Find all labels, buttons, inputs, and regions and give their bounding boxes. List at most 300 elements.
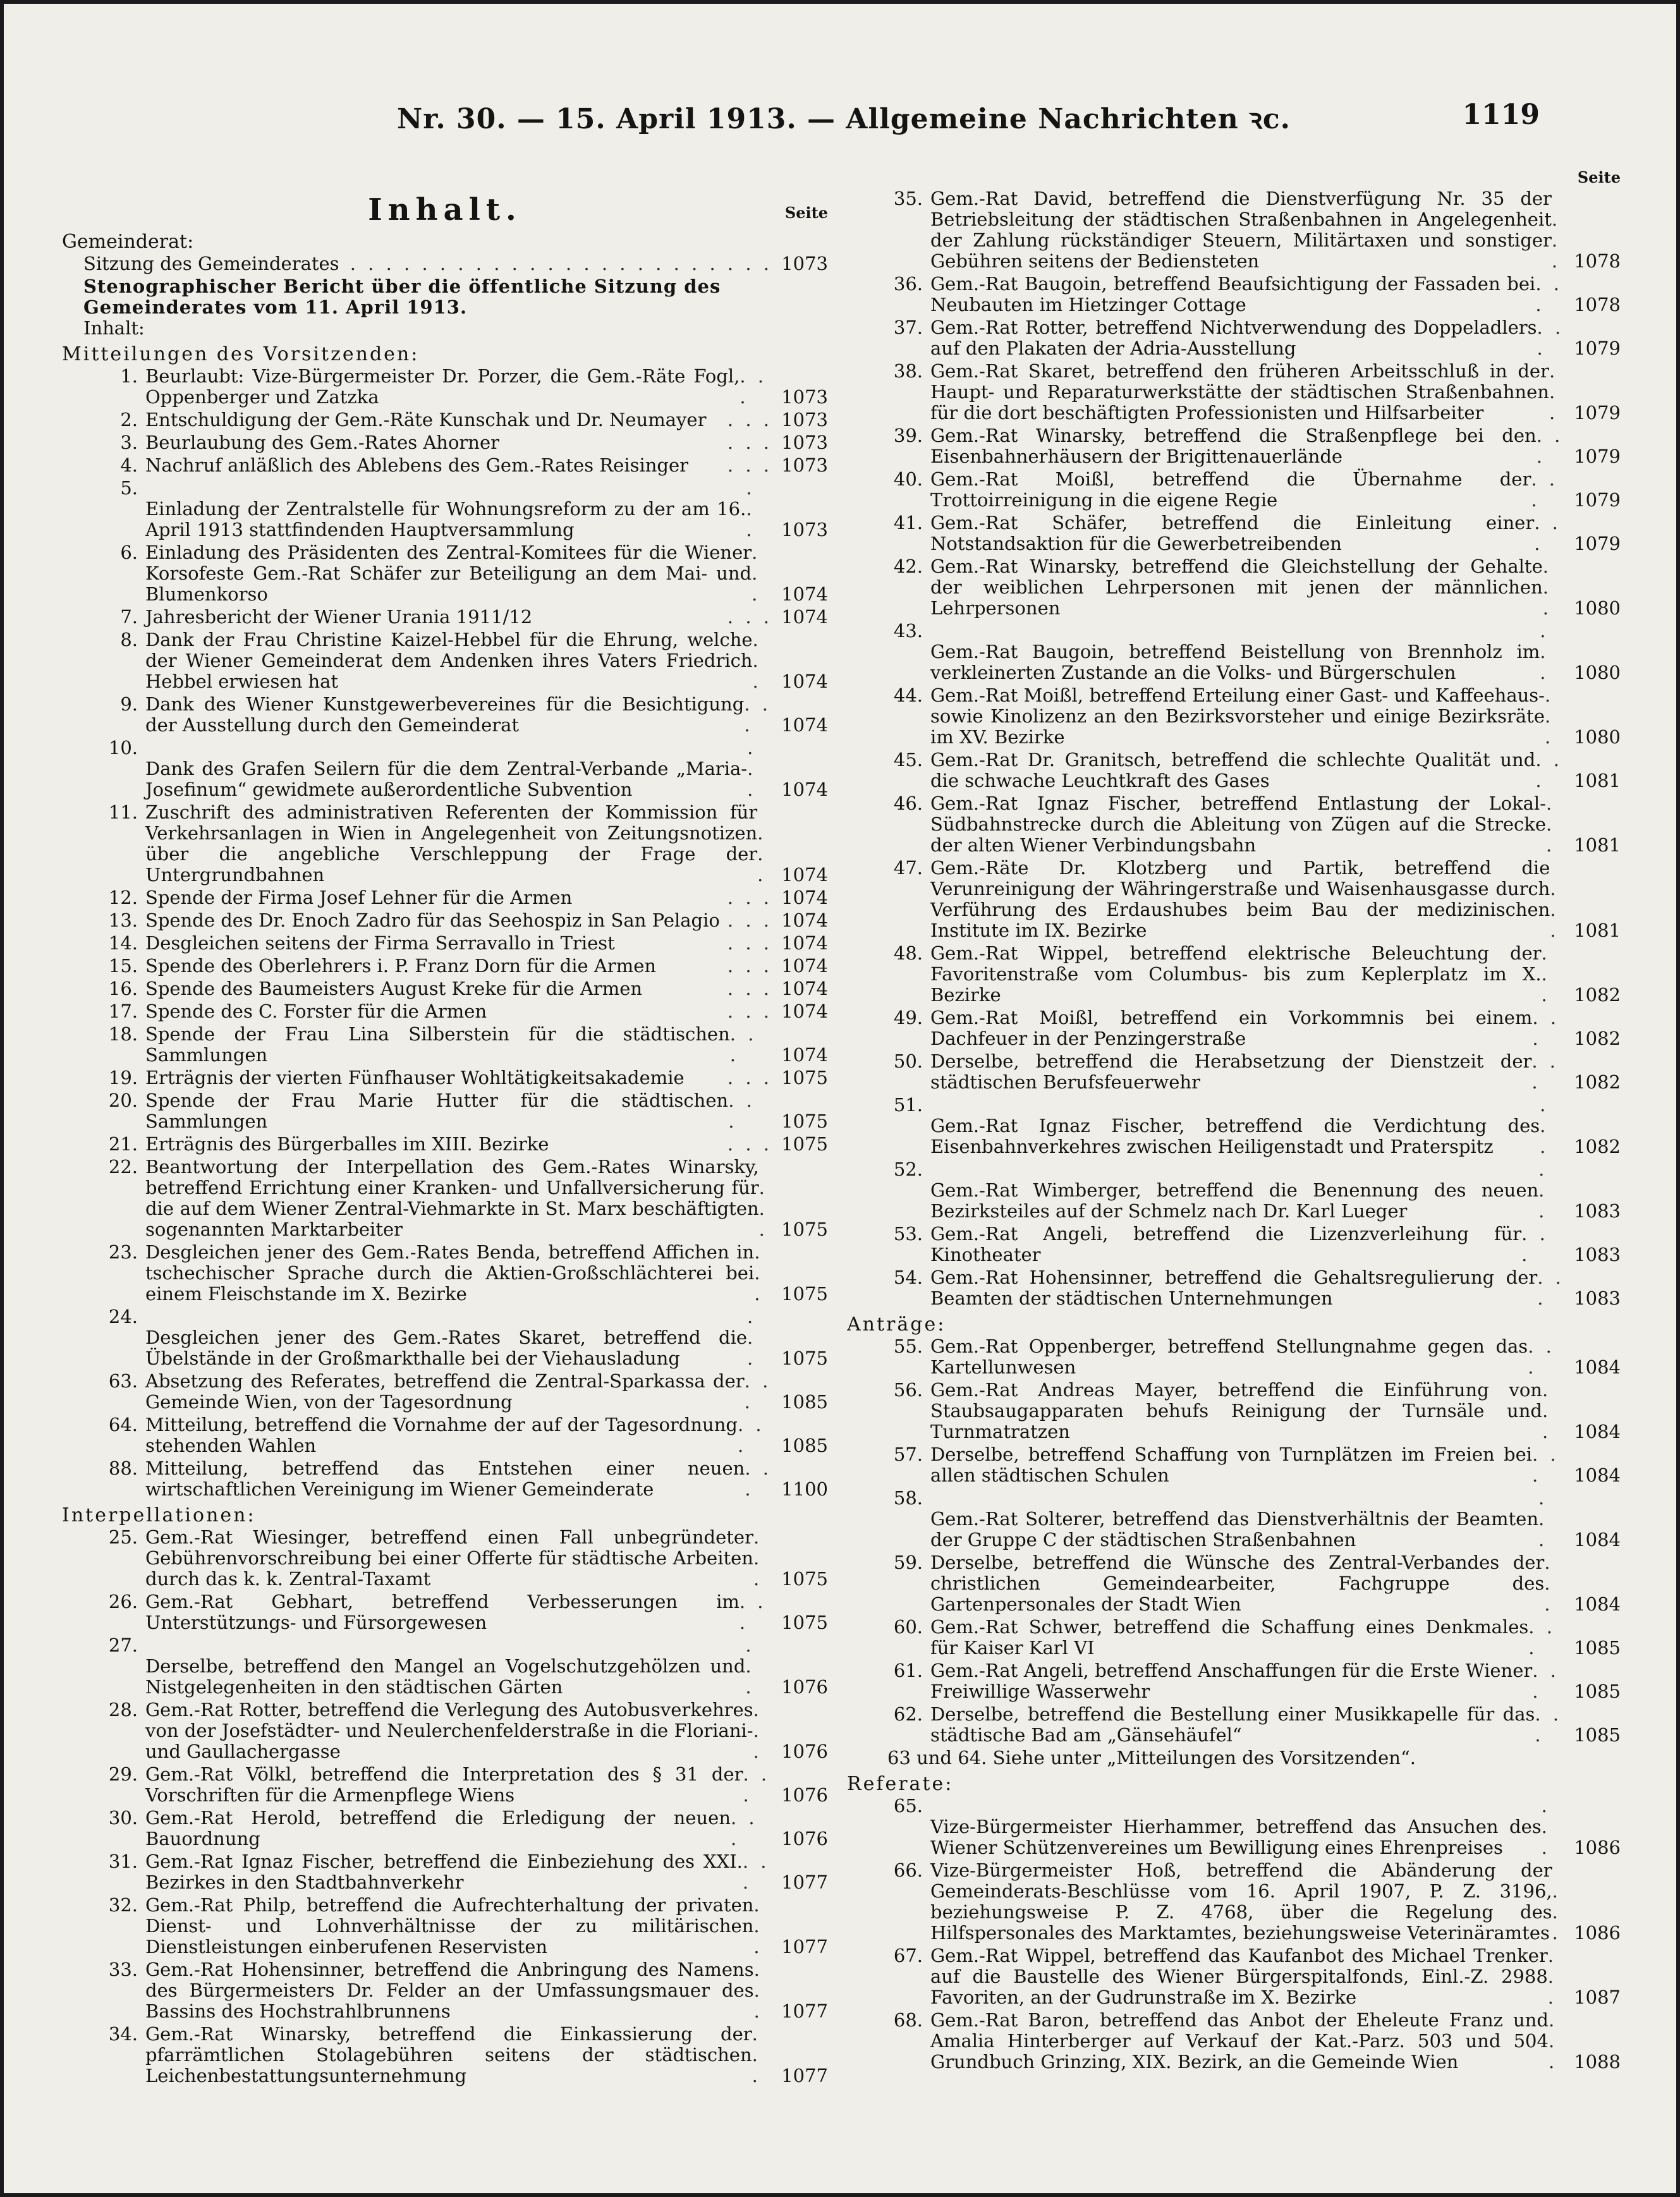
entry-page: 1076	[781, 1784, 828, 1806]
toc-entry	[62, 1134, 828, 1155]
dot-leader: . . .	[753, 1526, 763, 1590]
dot-leader: . . .	[1536, 425, 1564, 467]
entry-text: Mitteilung, betreffend das Entstehen einer neuen wirtschaftlichen Vereinigung im Wiener Gemeinderate	[145, 1458, 745, 1500]
dot-leader: . . .	[727, 932, 772, 954]
dot-leader: . . .	[1552, 1880, 1561, 1944]
entry-text: Gem.-Rat Baron, betreffend das Anbot der Eheleute Franz und Amalia Hinterberger auf Verkauf der Kat.-Parz. 503 und 504 Grundbuch Grinzing, XIX. Bezirk, an die Gemeinde Wien	[930, 2009, 1549, 2072]
entry-number: 20.	[108, 1090, 138, 1111]
entry-page: 1084	[1574, 1593, 1621, 1615]
dot-leader: . . .	[1541, 942, 1550, 1006]
entry-number: 34.	[108, 2023, 138, 2045]
entry-page: 1081	[1574, 834, 1621, 856]
entry-text: Gem.-Rat Wippel, betreffend elektrische Beleuchtung der Favoritenstraße vom Columbus- bis zum Keplerplatz im X. Bezirke	[930, 942, 1542, 1006]
entry-page: 1077	[781, 1936, 828, 1957]
toc-entry	[62, 978, 828, 999]
section-referate: Referate:	[847, 1773, 954, 1795]
entry-page: 1077	[781, 1871, 828, 1893]
entry-text: Gem.-Rat Gebhart, betreffend Verbesserungen im Unterstützungs- und Fürsorgewesen	[145, 1591, 740, 1633]
dot-leader: . . .	[1547, 1945, 1557, 2008]
entry-number: 12.	[108, 887, 138, 908]
entry-page: 1084	[1574, 1356, 1621, 1378]
entry-number: 62.	[893, 1703, 923, 1725]
dot-leader: . . .	[1537, 317, 1564, 359]
toc-entry-ref63-64	[847, 1748, 1621, 1768]
entry-number: 23.	[108, 1241, 138, 1263]
right-column	[847, 169, 1621, 2092]
entry-number: 15.	[108, 955, 138, 977]
entry-number: 65.	[893, 1795, 923, 1817]
entry-text: Gem.-Rat Moißl, betreffend die Übernahme der Trottoirreinigung in die eigene Regie	[930, 468, 1531, 511]
entry-text: Vize-Bürgermeister Hierhammer, betreffend das Ansuchen des Wiener Schützenvereines um Bewilligung eines Ehrenpreises	[930, 1816, 1542, 1858]
entry-page: 1079	[1574, 533, 1621, 554]
entry-text: Gem.-Rat Philp, betreffend die Aufrechterhaltung der privaten Dienst- und Lohnverhältnisse der zu militärischen Dienstleistungen einberufenen Reservisten	[145, 1894, 754, 1957]
entry-number: 66.	[893, 1859, 923, 1881]
entry-text: Erträgnis des Bürgerballes im XIII. Bezirke	[145, 1133, 549, 1155]
entry-page: 1074	[781, 955, 828, 977]
entry-text: Derselbe, betreffend die Bestellung einer Musikkapelle für das städtische Bad am „Gänsehäufel“	[930, 1703, 1535, 1746]
entry-text: Vize-Bürgermeister Hoß, betreffend die Abänderung der Gemeinderats-Beschlüsse vom 16. April 1907, P. Z. 3196, beziehungsweise P. Z. 4768, über die Regelung des Hilfspersonales des Marktamtes, beziehungsweise Veterinäramtes	[930, 1859, 1552, 1944]
dot-leader: . . .	[1548, 2009, 1558, 2072]
toc-entry	[847, 1617, 1621, 1658]
entry-number: 35.	[893, 188, 923, 209]
toc-entry	[62, 1764, 828, 1806]
entry-number: 25.	[108, 1526, 138, 1548]
entry-number: 2.	[120, 409, 138, 430]
entry-page: 1075	[781, 1219, 828, 1240]
toc-entry	[847, 469, 1621, 511]
toc-entry	[62, 1090, 828, 1132]
dot-leader: . . .	[747, 1306, 757, 1369]
toc-entry	[847, 1051, 1621, 1093]
entry-text: Beurlaubt: Vize-Bürgermeister Dr. Porzer, die Gem.-Räte Fogl, Oppenberger und Zatzka	[145, 365, 740, 408]
toc-entry	[62, 887, 828, 908]
toc-entry	[847, 793, 1621, 856]
entry-text: Gem.-Rat Ignaz Fischer, betreffend die Einbeziehung des XXI. Bezirkes in den Stadtbahnverkehr	[145, 1851, 743, 1893]
dot-leader: . . .	[757, 822, 767, 885]
entry-page: 1077	[781, 2000, 828, 2022]
toc-entry	[847, 685, 1621, 748]
entry-page: 1076	[781, 1828, 828, 1849]
toc-entry	[62, 1001, 828, 1022]
dot-leader: . . .	[731, 1807, 758, 1849]
entry-number: 55.	[893, 1336, 923, 1357]
entry-page: 1086	[1574, 1837, 1621, 1858]
toc-entry	[847, 1660, 1621, 1702]
inhalt-label: Inhalt:	[83, 317, 145, 339]
dot-leader: . . .	[1532, 1007, 1560, 1049]
toc-entry	[62, 630, 828, 692]
entry-number: 63.	[108, 1370, 138, 1392]
entry-text: Gem.-Rat Angeli, betreffend Anschaffungen für die Erste Wiener Freiwillige Wasserwehr	[930, 1660, 1533, 1702]
dot-leader: . . .	[753, 1894, 763, 1957]
entry-number: 37.	[893, 317, 923, 338]
entry-number: 24.	[108, 1306, 138, 1327]
entry-number: 47.	[893, 857, 923, 879]
entry-number: 58.	[893, 1487, 923, 1509]
entry-number: 40.	[893, 468, 923, 490]
entry-text: Spende der Frau Marie Hutter für die städtischen Sammlungen	[145, 1090, 729, 1132]
section-gemeinderat: Gemeinderat:	[62, 231, 194, 253]
dot-leader: . . .	[1550, 878, 1559, 941]
entry-number: 49.	[893, 1007, 923, 1028]
section-mitteilungen: Mitteilungen des Vorsitzenden:	[62, 343, 420, 365]
entry-text: Gem.-Rat Wippel, betreffend das Kaufanbot des Michael Trenker auf die Baustelle des Wiener Bürgerspitalfonds, Einl.-Z. 2988 Favoriten, an der Gudrunstraße im X. Bezirke	[930, 1945, 1548, 2008]
entry-number: 30.	[108, 1807, 138, 1829]
toc-entry	[847, 1336, 1621, 1378]
entry-text: Absetzung des Referates, betreffend die Zentral-Sparkassa der Gemeinde Wien, von der Tagesordnung	[145, 1370, 745, 1413]
entry-page: 1085	[781, 1435, 828, 1456]
dot-leader: . . .	[727, 1001, 772, 1022]
dot-leader: . . .	[753, 1959, 763, 2022]
entry-text: 63 und 64. Siehe unter „Mitteilungen des Vorsitzenden“.	[887, 1747, 1416, 1768]
toc-entry	[847, 1945, 1621, 2008]
toc-entry	[62, 1371, 828, 1413]
entry-number: 19.	[108, 1067, 138, 1088]
entry-page: 1073	[781, 519, 828, 540]
toc-entry	[847, 1860, 1621, 1944]
entry-text: Jahresbericht der Wiener Urania 1911/12	[145, 606, 533, 628]
entry-page: 1077	[781, 2065, 828, 2086]
entry-number: 53.	[893, 1223, 923, 1245]
dot-leader: . . .	[727, 887, 772, 908]
entry-number: 5.	[120, 477, 138, 499]
dot-leader: . . .	[753, 1699, 762, 1762]
entry-number: 26.	[108, 1591, 138, 1612]
entry-number: 27.	[108, 1634, 138, 1656]
dot-leader: . . .	[1528, 1616, 1555, 1658]
dot-leader: . . .	[1542, 556, 1552, 619]
entry-number: 38.	[893, 360, 923, 382]
seite-label: Seite	[1577, 169, 1621, 186]
toc-entry	[62, 1527, 828, 1590]
dot-leader: . . .	[742, 1851, 770, 1893]
entry-page: 1085	[1574, 1724, 1621, 1746]
entry-page: 1076	[781, 1676, 828, 1698]
toc-entry	[847, 1007, 1621, 1049]
toc-entry	[62, 1068, 828, 1088]
entry-page: 1083	[1574, 1287, 1621, 1309]
toc-entry	[847, 1224, 1621, 1265]
entry-text: Gem.-Rat Wiesinger, betreffend einen Fall unbegründeter Gebührenvorschreibung bei einer Offerte für städtische Arbeiten durch das k. k. Zentral-Taxamt	[145, 1526, 753, 1590]
dot-leader: . . .	[743, 1763, 770, 1806]
dot-leader: . . .	[728, 1090, 755, 1132]
entry-text: Einladung der Zentralstelle für Wohnungsreform zu der am 16. April 1913 stattfindenden Hauptversammlung	[145, 498, 746, 540]
toc-entry	[847, 1267, 1621, 1309]
entry-text: Gem.-Rat Rotter, betreffend Nichtverwendung des Doppeladlers auf den Plakaten der Adria-Ausstellung	[930, 317, 1537, 359]
toc-entry	[62, 410, 828, 430]
entry-text: Erträgnis der vierten Fünfhauser Wohltätigkeitsakademie	[145, 1067, 685, 1088]
toc-entry	[62, 802, 828, 885]
dot-leader: . . .	[727, 454, 772, 476]
entry-number: 60.	[893, 1616, 923, 1638]
entry-number: 39.	[893, 425, 923, 446]
entry-number: 54.	[893, 1267, 923, 1288]
entry-page: 1073	[781, 253, 828, 274]
dot-leader: . . .	[1535, 273, 1562, 315]
entry-text: Spende der Frau Lina Silberstein für die städtischen Sammlungen	[145, 1023, 730, 1066]
dot-leader: . . .	[727, 910, 772, 931]
dot-leader: . . .	[1545, 793, 1555, 856]
toc-entry	[62, 1808, 828, 1849]
entry-number: 29.	[108, 1763, 138, 1785]
entry-number: 31.	[108, 1851, 138, 1872]
entry-page: 1082	[1574, 1028, 1621, 1049]
entry-number: 88.	[108, 1458, 138, 1479]
referate-list	[847, 1796, 1621, 2072]
entry-number: 46.	[893, 793, 923, 814]
entry-page: 1073	[781, 386, 828, 408]
entry-text: Gem.-Rat Winarsky, betreffend die Einkassierung der pfarrämtlichen Stolagebühren seitens der städtischen Leichenbestattungsunternehmung	[145, 2023, 752, 2086]
toc-entry	[847, 361, 1621, 423]
page-number: 1119	[1462, 99, 1540, 131]
entry-page: 1074	[781, 932, 828, 954]
entry-text: Dank des Wiener Kunstgewerbevereines für die Besichtigung der Ausstellung durch den Gemeinderat	[145, 693, 745, 736]
dot-leader: . . .	[727, 409, 772, 430]
entry-page: 1074	[781, 1001, 828, 1022]
entry-text: Gem.-Rat David, betreffend die Dienstverfügung Nr. 35 der Betriebsleitung der städtischen Straßenbahnen in Angelegenheit der Zahlung rückständiger Steuern, Militärtaxen und sonstiger Gebühren seitens der Bediensteten	[930, 188, 1552, 272]
entry-page: 1079	[1574, 338, 1621, 359]
dot-leader: . . .	[1532, 1660, 1559, 1702]
entry-page: 1081	[1574, 770, 1621, 791]
toc-entry	[847, 556, 1621, 619]
toc-entry-sitzung	[62, 253, 828, 274]
toc-entry	[847, 317, 1621, 359]
entry-text: Gem.-Rat Andreas Mayer, betreffend die Einführung von Staubsaugapparaten behufs Reinigung der Turnsäle und Turnmatratzen	[930, 1379, 1542, 1442]
entry-text: Gem.-Räte Dr. Klotzberg und Partik, betreffend die Verunreinigung der Währingerstraße und Waisenhausgasse durch Verführung des Erdaushubes beim Bau der medizinischen Institute im IX. Bezirke	[930, 857, 1550, 941]
dot-leader: . . .	[727, 432, 772, 453]
dot-leader: . . .	[1531, 1050, 1559, 1093]
dot-leader: . . .	[752, 542, 761, 605]
dot-leader: . . .	[1540, 1094, 1549, 1157]
entry-number: 51.	[893, 1094, 923, 1116]
dot-leader: . . .	[1549, 360, 1559, 423]
entry-page: 1086	[1574, 1922, 1621, 1944]
entry-text: Desgleichen jener des Gem.-Rates Benda, betreffend Affichen in tschechischer Sprache durch die Aktien-Großschlächterei bei einem Fleischstande im X. Bezirke	[145, 1241, 755, 1305]
entry-number: 48.	[893, 942, 923, 964]
entry-page: 1074	[781, 864, 828, 885]
entry-page: 1085	[1574, 1681, 1621, 1702]
dot-leader: . . .	[727, 978, 772, 999]
toc-entry	[62, 933, 828, 954]
entry-page: 1074	[781, 1044, 828, 1066]
toc-entry	[62, 432, 828, 453]
toc-title: Inhalt.	[368, 192, 522, 228]
entry-number: 3.	[120, 432, 138, 453]
entry-text: Gem.-Rat Oppenberger, betreffend Stellungnahme gegen das Kartellunwesen	[930, 1336, 1528, 1378]
entry-text: Derselbe, betreffend Schaffung von Turnplätzen im Freien bei allen städtischen Schulen	[930, 1444, 1533, 1486]
entry-number: 57.	[893, 1444, 923, 1465]
entry-page: 1082	[1574, 1136, 1621, 1157]
entry-page: 1075	[781, 1568, 828, 1590]
toc-entry	[847, 513, 1621, 554]
entry-number: 7.	[120, 606, 138, 628]
entry-number: 1.	[120, 365, 138, 387]
entry-page: 1080	[1574, 597, 1621, 619]
interpellationen-list	[62, 1527, 828, 2086]
toc-entry	[847, 1552, 1621, 1615]
entry-number: 45.	[893, 749, 923, 770]
entry-page: 1082	[1574, 1071, 1621, 1093]
entry-page: 1080	[1574, 662, 1621, 683]
toc-entry	[62, 1306, 828, 1369]
entry-text: Dank der Frau Christine Kaizel-Hebbel für die Ehrung, welche der Wiener Gemeinderat dem Andenken ihres Vaters Friedrich Hebbel erwiesen hat	[145, 629, 753, 692]
entry-page: 1073	[781, 454, 828, 476]
entry-text: Mitteilung, betreffend die Vornahme der auf der Tagesordnung stehenden Wahlen	[145, 1414, 738, 1456]
dot-leader: . . .	[1551, 209, 1561, 272]
toc-entry	[62, 1635, 828, 1698]
dot-leader: . . .	[1544, 1552, 1554, 1615]
toc-entry	[847, 2010, 1621, 2072]
dot-leader: . . .	[754, 1241, 764, 1305]
entry-text: Einladung des Präsidenten des Zentral-Komitees für die Wiener Korsofeste Gem.-Rat Schäfer zur Beteiligung an dem Mai- und Blumenkorso	[145, 542, 752, 605]
toc-entry	[847, 1380, 1621, 1442]
entry-text: Gem.-Rat Skaret, betreffend den früheren Arbeitsschluß in der Haupt- und Reparaturwerkstätte der städtischen Straßenbahnen für die dort beschäftigten Professionisten und Hilfsarbeiter	[930, 360, 1549, 423]
entry-number: 9.	[120, 693, 138, 715]
entry-page: 1088	[1574, 2051, 1621, 2072]
section-interpellationen: Interpellationen:	[62, 1504, 256, 1526]
dot-leader: . . .	[1531, 468, 1558, 511]
entry-number: 36.	[893, 273, 923, 295]
dot-leader: . . .	[1535, 1703, 1562, 1746]
running-header: Nr. 30. — 15. April 1913. — Allgemeine Nachrichten ꝛc.	[397, 103, 1291, 135]
toc-entry	[62, 2024, 828, 2086]
entry-text: Derselbe, betreffend den Mangel an Vogelschutzgehölzen und Nistgelegenheiten in den städtischen Gärten	[145, 1655, 746, 1698]
entry-number: 33.	[108, 1959, 138, 1980]
entry-text: Gem.-Rat Baugoin, betreffend Beaufsichtigung der Fassaden bei Neubauten im Hietzinger Cottage	[930, 273, 1536, 315]
entry-text: Desgleichen jener des Gem.-Rates Skaret, betreffend die Übelstände in der Großmarkthalle bei der Viehausladung	[145, 1327, 748, 1369]
dot-leader: . . .	[737, 1414, 765, 1456]
entry-number: 18.	[108, 1023, 138, 1045]
entry-number: 22.	[108, 1156, 138, 1178]
entry-text: Gem.-Rat Winarsky, betreffend die Straßenpflege bei den Eisenbahnerhäusern der Brigittenauerlände	[930, 425, 1537, 467]
dot-leader: . . .	[1534, 512, 1561, 554]
entry-text: Gem.-Rat Hohensinner, betreffend die Anbringung des Namens des Bürgermeisters Dr. Felder an der Umfassungsmauer des Bassins des Hochstrahlbrunnens	[145, 1959, 754, 2022]
entry-text: Gem.-Rat Baugoin, betreffend Beistellung von Brennholz im verkleinerten Zustande an die Volks- und Bürgerschulen	[930, 641, 1540, 683]
dot-leader: . . .	[744, 1370, 772, 1413]
entry-text: Gem.-Rat Ignaz Fischer, betreffend Entlastung der Lokal-Südbahnstrecke durch die Ableitung von Zügen auf die Strecke der alten Wiener Verbindungsbahn	[930, 793, 1546, 856]
dot-leader: . . .	[744, 693, 771, 736]
mitteilungen-list	[62, 366, 828, 1500]
toc-entry	[62, 910, 828, 931]
dot-leader: . . .	[1540, 620, 1549, 683]
entry-number: 52.	[893, 1159, 923, 1180]
entry-page: 1083	[1574, 1200, 1621, 1222]
entry-page: 1073	[781, 432, 828, 453]
entry-page: 1074	[781, 714, 828, 736]
entry-page: 1075	[781, 1612, 828, 1633]
entry-text: Gem.-Rat Wimberger, betreffend die Benennung des neuen Bezirksteiles auf der Schmelz nach Dr. Karl Lueger	[930, 1179, 1539, 1222]
entry-page: 1079	[1574, 489, 1621, 511]
entry-page: 1074	[781, 978, 828, 999]
entry-page: 1074	[781, 583, 828, 605]
entry-number: 16.	[108, 978, 138, 999]
entry-number: 21.	[108, 1133, 138, 1155]
entry-page: 1074	[781, 910, 828, 931]
dot-leader: . . .	[745, 1458, 772, 1500]
entry-text: Gem.-Rat Völkl, betreffend die Interpretation des § 31 der Vorschriften für die Armenpflege Wiens	[145, 1763, 743, 1806]
entry-page: 1078	[1574, 294, 1621, 315]
entry-page: 1084	[1574, 1529, 1621, 1550]
entry-number: 13.	[108, 910, 138, 931]
dot-leader: . . .	[1542, 1379, 1552, 1442]
toc-entry	[847, 621, 1621, 683]
dot-leader: . . .	[1544, 685, 1554, 748]
entry-text: Sitzung des Gemeinderates	[83, 253, 339, 274]
entry-text: Desgleichen seitens der Firma Serravallo in Triest	[145, 932, 615, 954]
entry-text: Gem.-Rat Solterer, betreffend das Dienstverhältnis der Beamten der Gruppe C der städtischen Straßenbahnen	[930, 1508, 1539, 1550]
entry-text: Spende des Dr. Enoch Zadro für das Seehospiz in San Pelagio	[145, 910, 720, 931]
steno-heading: Stenographischer Bericht über die öffentliche Sitzung des Gemeinderates vom 11. April 1913.	[83, 276, 721, 318]
interpellationen-continued-list	[847, 188, 1621, 1309]
entry-number: 56.	[893, 1379, 923, 1401]
toc-entry	[847, 1095, 1621, 1157]
entry-number: 50.	[893, 1050, 923, 1072]
entry-page: 1074	[781, 671, 828, 692]
entry-text: Gem.-Rat Hohensinner, betreffend die Gehaltsregulierung der Beamten der städtischen Unternehmungen	[930, 1267, 1538, 1309]
entry-text: Gem.-Rat Schwer, betreffend die Schaffung eines Denkmales für Kaiser Karl VI	[930, 1616, 1529, 1658]
entry-page: 1075	[781, 1067, 828, 1088]
dot-leader: . . .	[1538, 1159, 1548, 1222]
entry-page: 1075	[781, 1111, 828, 1132]
entry-text: Spende des Baumeisters August Kreke für die Armen	[145, 978, 643, 999]
dot-leader: . . .	[1528, 1336, 1555, 1378]
entry-page: 1080	[1574, 726, 1621, 748]
entry-text: Gem.-Rat Schäfer, betreffend die Einleitung einer Notstandsaktion für die Gewerbetreibenden	[930, 512, 1535, 554]
entry-page: 1100	[781, 1478, 828, 1500]
dot-leader: . . .	[729, 1023, 757, 1066]
toc-entry	[62, 542, 828, 605]
entry-text: Zuschrift des administrativen Referenten der Kommission für Verkehrsanlagen in Wien in Angelegenheit von Zeitungsnotizen über die angebliche Verschleppung der Frage der Untergrundbahnen	[145, 801, 758, 885]
entry-number: 32.	[108, 1894, 138, 1916]
entry-page: 1073	[781, 409, 828, 430]
entry-text: Gem.-Rat Angeli, betreffend die Lizenzverleihung für Kinotheater	[930, 1223, 1522, 1265]
dot-leader: . . .	[739, 1591, 767, 1633]
toc-entry	[847, 1488, 1621, 1550]
entry-text: Gem.-Rat Winarsky, betreffend die Gleichstellung der Gehalte der weiblichen Lehrpersonen mit jenen der männlichen Lehrpersonen	[930, 556, 1543, 619]
entry-text: Gem.-Rat Ignaz Fischer, betreffend die Verdichtung des Eisenbahnverkehres zwischen Heiligenstadt und Praterspitz	[930, 1115, 1540, 1157]
toc-entry	[847, 858, 1621, 941]
entry-number: 59.	[893, 1552, 923, 1573]
toc-entry	[62, 455, 828, 476]
toc-entry	[62, 366, 828, 408]
toc-entry	[847, 274, 1621, 315]
entry-number: 28.	[108, 1699, 138, 1720]
toc-entry	[62, 1851, 828, 1893]
entry-text: Beantwortung der Interpellation des Gem.-Rates Winarsky, betreffend Errichtung einer Kranken- und Unfallversicherung für die auf dem Wiener Zentral-Viehmarkte in St. Marx beschäftigten sogenannten Marktarbeiter	[145, 1156, 759, 1240]
dot-leader: . . .	[752, 2023, 761, 2086]
dot-leader: . . .	[747, 737, 757, 800]
dot-leader: . . .	[1541, 1795, 1550, 1858]
dot-leader: . . .	[758, 1177, 768, 1240]
entry-number: 67.	[893, 1945, 923, 1966]
toc-entry	[62, 694, 828, 736]
dot-leader: . . .	[740, 365, 767, 408]
entry-number: 42.	[893, 556, 923, 577]
entry-text: Spende des C. Forster für die Armen	[145, 1001, 487, 1022]
toc-entry	[62, 607, 828, 628]
entry-page: 1085	[781, 1391, 828, 1413]
entry-number: 41.	[893, 512, 923, 533]
entry-text: Derselbe, betreffend die Wünsche des Zentral-Verbandes der christlichen Gemeindearbeiter, Fachgruppe des Gartenpersonales der Stadt Wien	[930, 1552, 1545, 1615]
toc-entry	[62, 1959, 828, 2022]
toc-entry	[847, 1444, 1621, 1486]
entry-page: 1074	[781, 779, 828, 800]
toc-entry	[62, 956, 828, 977]
toc-entry	[62, 1458, 828, 1500]
entry-number: 4.	[120, 454, 138, 476]
entry-page: 1076	[781, 1741, 828, 1762]
entry-page: 1079	[1574, 402, 1621, 423]
